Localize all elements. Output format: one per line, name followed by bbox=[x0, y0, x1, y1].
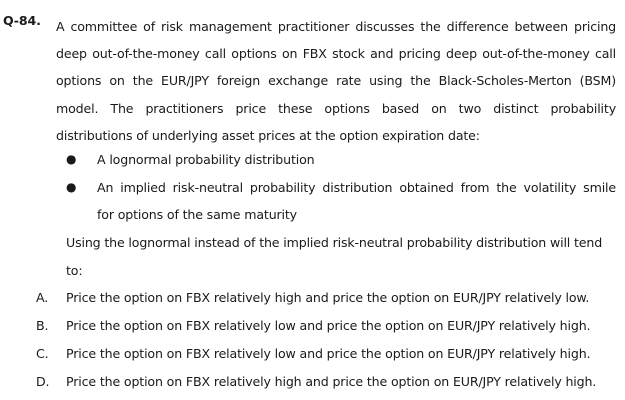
lead-line: to: bbox=[66, 262, 83, 278]
option-letter: D. bbox=[36, 374, 50, 389]
question-number: Q-84. bbox=[3, 13, 41, 28]
bullet-item bbox=[64, 174, 616, 202]
answer-option-a[interactable] bbox=[0, 284, 625, 312]
option-text: Price the option on FBX relatively low and price the option on EUR/JPY relatively high. bbox=[66, 346, 591, 361]
stem-line: deep out-of-the-money call options on FBX stock and pricing deep out-of-the-money call bbox=[56, 46, 616, 62]
stem-line: A committee of risk management practitioner discusses the difference between pricing bbox=[56, 19, 616, 34]
question-lead bbox=[66, 229, 616, 284]
answer-option-c[interactable] bbox=[0, 340, 625, 368]
option-letter: C. bbox=[36, 346, 49, 361]
bullet-item bbox=[64, 146, 616, 174]
answer-options bbox=[0, 284, 625, 396]
question-stem bbox=[56, 13, 616, 149]
option-text: Price the option on FBX relatively high and price the option on EUR/JPY relatively low. bbox=[66, 290, 590, 305]
option-text: Price the option on FBX relatively low and price the option on EUR/JPY relatively high. bbox=[66, 318, 591, 333]
bullet-text: for options of the same maturity bbox=[97, 207, 297, 222]
bullet-icon: ● bbox=[66, 152, 77, 166]
stem-line: distributions of underlying asset prices at the option expiration date: bbox=[56, 127, 480, 143]
bullet-text: An implied risk-neutral probability distribution obtained from the volatility smile bbox=[97, 179, 616, 195]
lead-line: Using the lognormal instead of the implied risk-neutral probability distribution will tend bbox=[66, 235, 603, 250]
stem-line: model. The practitioners price these options based on two distinct probability bbox=[56, 100, 616, 116]
option-text: Price the option on FBX relatively high and price the option on EUR/JPY relatively high. bbox=[66, 374, 597, 389]
answer-option-d[interactable] bbox=[0, 368, 625, 396]
option-letter: A. bbox=[36, 290, 49, 305]
bullet-icon: ● bbox=[66, 179, 77, 194]
bullet-list bbox=[64, 146, 616, 229]
bullet-text: A lognormal probability distribution bbox=[97, 152, 315, 167]
answer-option-b[interactable] bbox=[0, 312, 625, 340]
stem-line: options on the EUR/JPY foreign exchange rate using the Black-Scholes-Merton (BSM) bbox=[56, 73, 616, 89]
bullet-item-continuation bbox=[64, 201, 616, 229]
option-letter: B. bbox=[36, 318, 49, 333]
